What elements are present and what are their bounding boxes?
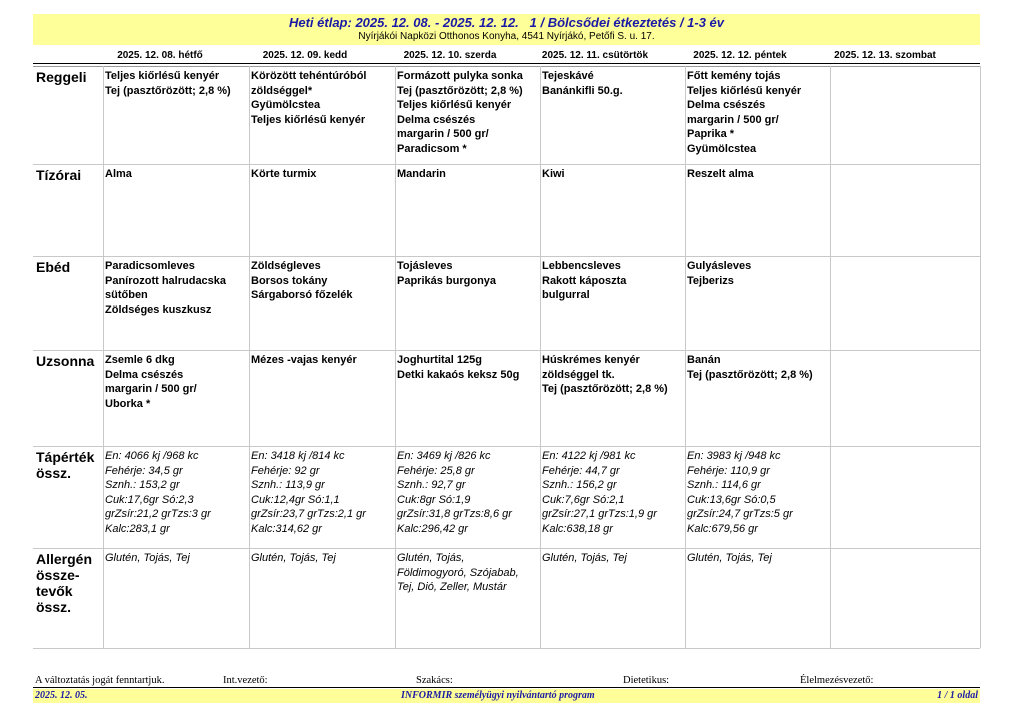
menu-cell bbox=[105, 259, 226, 317]
grid-row-line bbox=[33, 350, 980, 351]
grid-row-line bbox=[33, 446, 980, 447]
cell-line: Uborka * bbox=[105, 397, 151, 410]
menu-title: Heti étlap: 2025. 12. 08. - 2025. 12. 12. 1 / Bölcsődei étkeztetés / 1-3 év bbox=[288, 15, 724, 30]
grid-column-line bbox=[103, 66, 104, 648]
grid-column-line bbox=[830, 66, 831, 648]
day-header: 2025. 12. 12. péntek bbox=[693, 50, 787, 61]
cell-line: Lebbencsleves bbox=[542, 260, 621, 272]
cell-line: Delma csészés bbox=[105, 368, 184, 381]
signature-row bbox=[33, 674, 980, 688]
manager-signature-label: Int.vezető: bbox=[223, 675, 268, 686]
info-cell bbox=[687, 551, 772, 566]
cell-line: Banánkifli 50.g. bbox=[542, 84, 623, 97]
menu-cell bbox=[542, 69, 623, 98]
meal-row-label-line: össz. bbox=[36, 465, 72, 481]
cell-line: margarin / 500 gr/ bbox=[687, 113, 779, 126]
cell-line: En: 4066 kj /968 kc bbox=[105, 450, 199, 462]
cell-line: Reszelt alma bbox=[687, 168, 754, 180]
meal-row-label-line: Allergén bbox=[36, 551, 93, 567]
menu-cell bbox=[397, 353, 519, 382]
cell-line: bulgurral bbox=[542, 289, 590, 301]
cell-line: Fehérje: 110,9 gr bbox=[687, 464, 770, 477]
day-header: 2025. 12. 10. szerda bbox=[403, 50, 497, 61]
grid-column-line bbox=[980, 66, 981, 648]
cell-line: Cuk:8gr Só:1,9 bbox=[397, 493, 471, 506]
cook-signature-label: Szakács: bbox=[416, 675, 453, 686]
meal-row-label bbox=[36, 259, 70, 275]
cell-line: Sznh.: 113,9 gr bbox=[251, 479, 325, 491]
menu-cell bbox=[397, 167, 446, 182]
cell-line: zöldséggel* bbox=[251, 84, 313, 97]
menu-cell bbox=[397, 259, 496, 288]
menu-cell bbox=[687, 167, 754, 182]
cell-line: Kalc:283,1 gr bbox=[105, 522, 170, 535]
meal-row-label bbox=[36, 551, 92, 615]
cell-line: Sznh.: 153,2 gr bbox=[105, 479, 180, 491]
meal-row-label-line: Uzsonna bbox=[36, 353, 95, 369]
menu-cell bbox=[542, 259, 626, 303]
menu-cell bbox=[542, 353, 668, 397]
cell-line: Rakott káposzta bbox=[542, 274, 627, 287]
cell-line: Körte turmix bbox=[251, 168, 317, 180]
cell-line: Mézes -vajas kenyér bbox=[251, 354, 357, 366]
cell-line: Joghurtital 125g bbox=[397, 354, 482, 366]
menu-grid bbox=[33, 66, 980, 648]
cell-line: grZsír:31,8 grTzs:8,6 gr bbox=[397, 508, 512, 520]
kitchen-address: Nyírjákói Napközi Otthonos Konyha, 4541 Nyírjákó, Petőfi S. u. 17. bbox=[358, 31, 655, 42]
cell-line: Zöldségleves bbox=[251, 260, 321, 272]
cell-line: Sárgaborsó főzelék bbox=[251, 289, 353, 301]
cell-line: margarin / 500 gr/ bbox=[397, 128, 489, 140]
cell-line: Delma csészés bbox=[687, 99, 766, 111]
cell-line: margarin / 500 gr/ bbox=[105, 383, 197, 395]
footer-page: 1 / 1 oldal bbox=[937, 690, 978, 701]
cell-line: Sznh.: 156,2 gr bbox=[542, 479, 617, 491]
cell-line: Tej, Dió, Zeller, Mustár bbox=[397, 581, 507, 593]
meal-row-label bbox=[36, 353, 94, 369]
info-cell bbox=[251, 449, 366, 536]
dietitian-signature-label: Dietetikus: bbox=[623, 675, 670, 686]
cell-line: Fehérje: 25,8 gr bbox=[397, 464, 475, 477]
day-header: 2025. 12. 09. kedd bbox=[262, 50, 348, 61]
cell-line: En: 3418 kj /814 kc bbox=[251, 450, 345, 462]
cell-line: Glutén, Tojás, Tej bbox=[105, 552, 190, 564]
info-cell bbox=[251, 551, 336, 566]
day-header: 2025. 12. 13. szombat bbox=[834, 50, 936, 61]
cell-line: Fehérje: 34,5 gr bbox=[105, 464, 183, 477]
menu-cell bbox=[105, 353, 197, 411]
cell-line: Mandarin bbox=[397, 168, 446, 180]
cell-line: Kalc:679,56 gr bbox=[687, 522, 758, 535]
grid-row-line bbox=[33, 548, 980, 549]
meal-row-label bbox=[36, 167, 81, 183]
cell-line: Teljes kiőrlésű kenyér bbox=[105, 70, 220, 82]
cell-line: Teljes kiőrlésű kenyér bbox=[251, 113, 366, 126]
cell-line: Földimogyoró, Szójabab, bbox=[397, 566, 519, 579]
grid-column-line bbox=[395, 66, 396, 648]
cell-line: En: 4122 kj /981 kc bbox=[542, 450, 636, 462]
grid-row-line bbox=[33, 648, 980, 649]
menu-cell bbox=[251, 353, 357, 368]
menu-cell bbox=[542, 167, 565, 182]
cell-line: Gulyásleves bbox=[687, 260, 752, 272]
info-cell bbox=[105, 449, 211, 536]
cell-line: Borsos tokány bbox=[251, 274, 328, 287]
meal-row-label-line: Ebéd bbox=[36, 259, 71, 275]
meal-row-label bbox=[36, 69, 87, 85]
cell-line: Gyümölcstea bbox=[687, 142, 757, 155]
cell-line: Paprika * bbox=[687, 128, 735, 140]
meal-row-label-line: Tízórai bbox=[36, 167, 82, 183]
cell-line: Gyümölcstea bbox=[251, 99, 321, 111]
footer-bar bbox=[33, 689, 980, 703]
cell-line: Sznh.: 114,6 gr bbox=[687, 479, 761, 491]
menu-cell bbox=[105, 167, 132, 182]
meal-row-label-line: Reggeli bbox=[36, 69, 87, 85]
cell-line: Tejberizs bbox=[687, 274, 734, 287]
cell-line: Sznh.: 92,7 gr bbox=[397, 479, 466, 491]
cell-line: zöldséggel tk. bbox=[542, 368, 615, 381]
day-header: 2025. 12. 11. csütörtök bbox=[541, 50, 649, 61]
cell-line: grZsír:21,2 grTzs:3 gr bbox=[105, 508, 211, 520]
menu-cell bbox=[251, 69, 366, 127]
grid-column-line bbox=[249, 66, 250, 648]
day-header: 2025. 12. 08. hétfő bbox=[117, 50, 203, 61]
cell-line: Fehérje: 44,7 gr bbox=[542, 464, 620, 477]
cell-line: Teljes kiőrlésű kenyér bbox=[687, 84, 802, 97]
meal-row-label-line: össz. bbox=[36, 599, 72, 615]
menu-cell bbox=[397, 69, 523, 156]
cell-line: Tej (pasztőrözött; 2,8 %) bbox=[397, 84, 523, 97]
meal-row-label-line: össze- bbox=[36, 567, 80, 583]
cell-line: Tej (pasztőrözött; 2,8 %) bbox=[105, 84, 231, 97]
cell-line: Detki kakaós keksz 50g bbox=[397, 368, 520, 381]
cell-line: Zöldséges kuszkusz bbox=[105, 303, 212, 316]
cell-line: Kalc:314,62 gr bbox=[251, 522, 322, 535]
cell-line: Glutén, Tojás, Tej bbox=[687, 552, 772, 564]
cell-line: Kiwi bbox=[542, 168, 565, 180]
cell-line: Paradicsomleves bbox=[105, 260, 195, 272]
cell-line: grZsír:23,7 grTzs:2,1 gr bbox=[251, 508, 366, 520]
menu-cell bbox=[251, 167, 316, 182]
cell-line: En: 3983 kj /948 kc bbox=[687, 450, 781, 462]
title-bar bbox=[33, 14, 980, 45]
cell-line: Teljes kiőrlésű kenyér bbox=[397, 99, 512, 111]
cell-line: Tej (pasztőrözött; 2,8 %) bbox=[687, 368, 813, 381]
cell-line: Körözött tehéntúróból bbox=[251, 70, 367, 82]
cell-line: Cuk:12,4gr Só:1,1 bbox=[251, 493, 340, 506]
grid-column-line bbox=[685, 66, 686, 648]
cell-line: Tojásleves bbox=[397, 260, 453, 272]
cell-line: Zsemle 6 dkg bbox=[105, 354, 175, 366]
cell-line: Glutén, Tojás, bbox=[397, 552, 465, 564]
cell-line: Cuk:7,6gr Só:2,1 bbox=[542, 493, 625, 506]
footer-date: 2025. 12. 05. bbox=[35, 690, 88, 701]
cell-line: sütőben bbox=[105, 289, 148, 301]
menu-cell bbox=[687, 259, 751, 288]
cell-line: Banán bbox=[687, 354, 721, 366]
grid-column-line bbox=[540, 66, 541, 648]
cell-line: Delma csészés bbox=[397, 113, 476, 126]
cell-line: Főtt kemény tojás bbox=[687, 70, 781, 82]
info-cell bbox=[687, 449, 793, 536]
info-cell bbox=[397, 449, 512, 536]
info-cell bbox=[105, 551, 190, 566]
day-header-row bbox=[33, 48, 980, 64]
cell-line: grZsír:24,7 grTzs:5 gr bbox=[687, 508, 793, 520]
menu-cell bbox=[687, 69, 801, 156]
cell-line: Paradicsom * bbox=[397, 142, 467, 155]
cell-line: Kalc:296,42 gr bbox=[397, 522, 468, 535]
menu-cell bbox=[251, 259, 352, 303]
catering-manager-signature-label: Élelmezésvezető: bbox=[800, 675, 874, 686]
cell-line: Húskrémes kenyér bbox=[542, 354, 640, 366]
cell-line: Fehérje: 92 gr bbox=[251, 464, 320, 477]
info-cell bbox=[542, 449, 657, 536]
cell-line: grZsír:27,1 grTzs:1,9 gr bbox=[542, 508, 657, 520]
cell-line: Cuk:17,6gr Só:2,3 bbox=[105, 493, 194, 506]
rights-reserved-note: A változtatás jogát fenntartjuk. bbox=[35, 675, 165, 686]
menu-cell bbox=[687, 353, 813, 382]
cell-line: En: 3469 kj /826 kc bbox=[397, 450, 491, 462]
cell-line: Alma bbox=[105, 168, 132, 180]
cell-line: Tej (pasztőrözött; 2,8 %) bbox=[542, 383, 668, 395]
meal-row-label bbox=[36, 449, 94, 481]
cell-line: Paprikás burgonya bbox=[397, 274, 497, 287]
cell-line: Kalc:638,18 gr bbox=[542, 522, 613, 535]
meal-row-label-line: tevők bbox=[36, 583, 73, 599]
cell-line: Formázott pulyka sonka bbox=[397, 70, 523, 82]
footer-program: INFORMIR személyügyi nyilvántartó program bbox=[401, 690, 595, 701]
cell-line: Glutén, Tojás, Tej bbox=[251, 552, 336, 564]
cell-line: Cuk:13,6gr Só:0,5 bbox=[687, 493, 776, 506]
grid-row-line bbox=[33, 256, 980, 257]
info-cell bbox=[542, 551, 627, 566]
cell-line: Panírozott halrudacska bbox=[105, 274, 227, 287]
cell-line: Glutén, Tojás, Tej bbox=[542, 552, 627, 564]
grid-row-line bbox=[33, 66, 980, 67]
meal-row-label-line: Tápérték bbox=[36, 449, 95, 465]
cell-line: Tejeskávé bbox=[542, 70, 594, 82]
info-cell bbox=[397, 551, 519, 595]
menu-cell bbox=[105, 69, 231, 98]
grid-row-line bbox=[33, 164, 980, 165]
